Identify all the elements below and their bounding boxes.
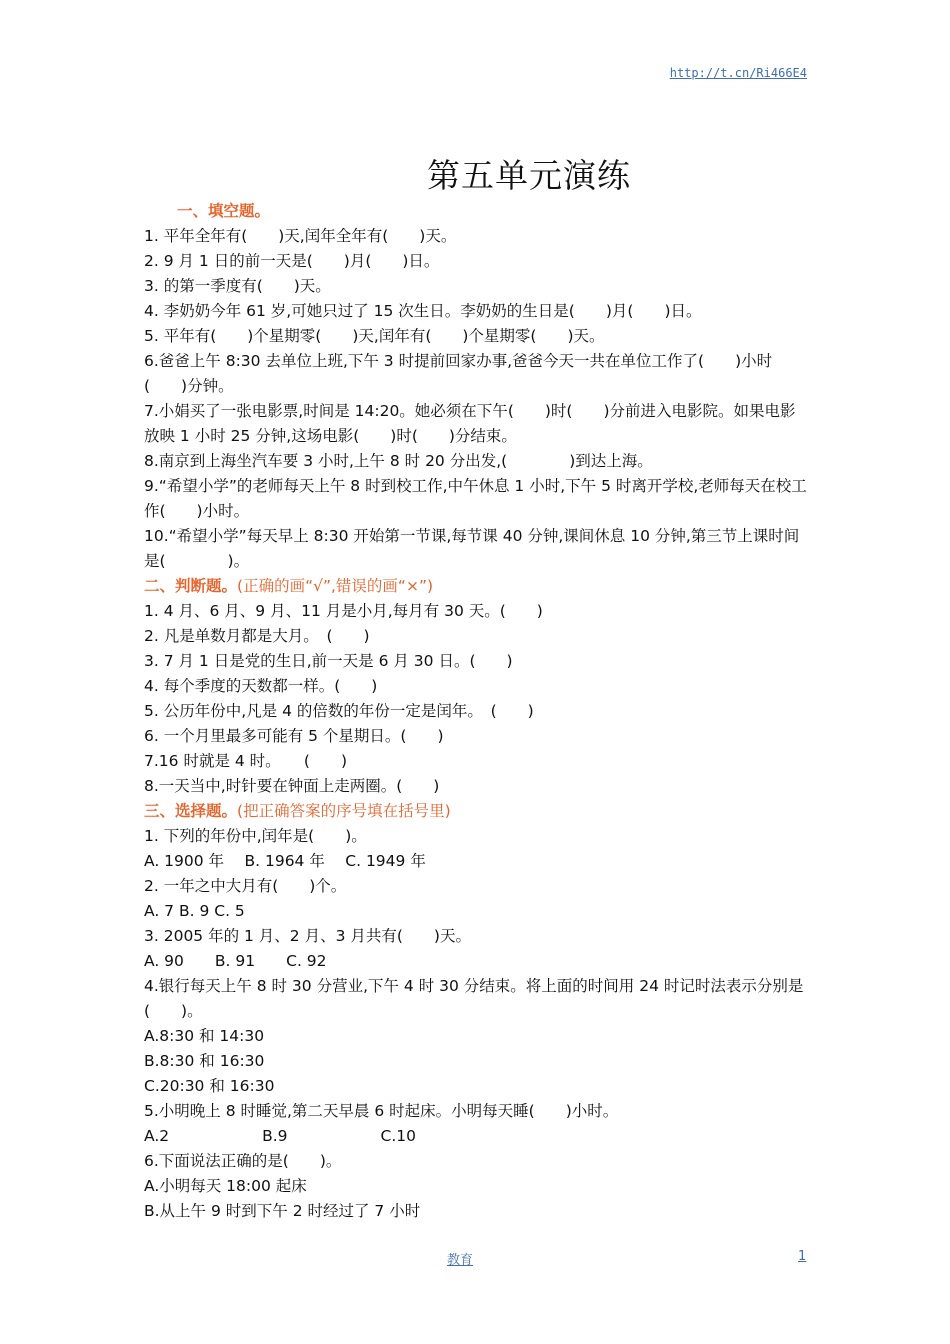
- question-item: 5. 平年有( )个星期零( )天,闰年有( )个星期零( )天。: [144, 327, 605, 345]
- question-item: 8.一天当中,时针要在钟面上走两圈。( ): [144, 777, 440, 795]
- section-heading-fill: 一、填空题。: [177, 202, 271, 220]
- question-item: 5.小明晚上 8 时睡觉,第二天早晨 6 时起床。小明每天睡( )小时。: [144, 1102, 619, 1120]
- question-item: 5. 公历年份中,凡是 4 的倍数的年份一定是闰年。 ( ): [144, 702, 534, 720]
- answer-options: A. 1900 年 B. 1964 年 C. 1949 年: [144, 852, 426, 870]
- question-item: 8.南京到上海坐汽车要 3 小时,上午 8 时 20 分出发,( )到达上海。: [144, 452, 653, 470]
- page-number[interactable]: 1: [798, 1249, 807, 1264]
- answer-option: C.20:30 和 16:30: [144, 1077, 275, 1095]
- section-note: (把正确答案的序号填在括号里): [237, 802, 451, 820]
- question-item: 6. 一个月里最多可能有 5 个星期日。( ): [144, 727, 444, 745]
- header-link[interactable]: http://t.cn/Ri466E4: [669, 66, 807, 80]
- question-item: 9.“希望小学”的老师每天上午 8 时到校工作,中午休息 1 小时,下午 5 时离开学校,老师每天在校工作( )小时。: [144, 477, 807, 520]
- question-item: 1. 平年全年有( )天,闰年全年有( )天。: [144, 227, 457, 245]
- answer-option: A.8:30 和 14:30: [144, 1027, 265, 1045]
- question-item: 6.爸爸上午 8:30 去单位上班,下午 3 时提前回家办事,爸爸今天一共在单位工作了( )小时( )分钟。: [144, 352, 773, 395]
- page-title: 第五单元演练: [427, 156, 631, 196]
- section-heading-text: 二、判断题。: [144, 577, 238, 595]
- question-item: 3. 7 月 1 日是党的生日,前一天是 6 月 30 日。( ): [144, 652, 513, 670]
- question-item: 1. 4 月、6 月、9 月、11 月是小月,每月有 30 天。( ): [144, 602, 543, 620]
- answer-options: A. 7 B. 9 C. 5: [144, 902, 245, 920]
- question-item: 3. 2005 年的 1 月、2 月、3 月共有( )天。: [144, 927, 471, 945]
- answer-option: B.从上午 9 时到下午 2 时经过了 7 小时: [144, 1202, 421, 1220]
- answer-options: A. 90 B. 91 C. 92: [144, 952, 327, 970]
- question-item: 10.“希望小学”每天早上 8:30 开始第一节课,每节课 40 分钟,课间休息 10 分钟,第三节上课时间是( )。: [144, 527, 800, 570]
- question-item: 6.下面说法正确的是( )。: [144, 1152, 342, 1170]
- question-item: 7.小娟买了一张电影票,时间是 14:20。她必须在下午( )时( )分前进入电影院。如果电影放映 1 小时 25 分钟,这场电影( )时( )分结束。: [144, 402, 796, 445]
- answer-option: B.8:30 和 16:30: [144, 1052, 265, 1070]
- answer-option: A.小明每天 18:00 起床: [144, 1177, 307, 1195]
- question-item: 2. 一年之中大月有( )个。: [144, 877, 347, 895]
- exercise-content: [144, 199, 808, 1224]
- question-item: 7.16 时就是 4 时。 ( ): [144, 752, 347, 770]
- footer-link[interactable]: 教育: [447, 1253, 474, 1268]
- question-item: 1. 下列的年份中,闰年是( )。: [144, 827, 367, 845]
- question-item: 4. 李奶奶今年 61 岁,可她只过了 15 次生日。李奶奶的生日是( )月( )日。: [144, 302, 702, 320]
- question-item: 4. 每个季度的天数都一样。( ): [144, 677, 378, 695]
- section-heading-judge: [144, 574, 808, 599]
- question-item: 3. 的第一季度有( )天。: [144, 277, 331, 295]
- answer-options: A.2 B.9 C.10: [144, 1127, 417, 1145]
- question-item: 2. 凡是单数月都是大月。 ( ): [144, 627, 370, 645]
- question-item: 2. 9 月 1 日的前一天是( )月( )日。: [144, 252, 440, 270]
- section-heading-choice: [144, 799, 808, 824]
- section-note: (正确的画“√”,错误的画“×”): [237, 577, 434, 595]
- question-item: 4.银行每天上午 8 时 30 分营业,下午 4 时 30 分结束。将上面的时间用 24 时记时法表示分别是( )。: [144, 977, 804, 1020]
- section-heading-text: 三、选择题。: [144, 802, 238, 820]
